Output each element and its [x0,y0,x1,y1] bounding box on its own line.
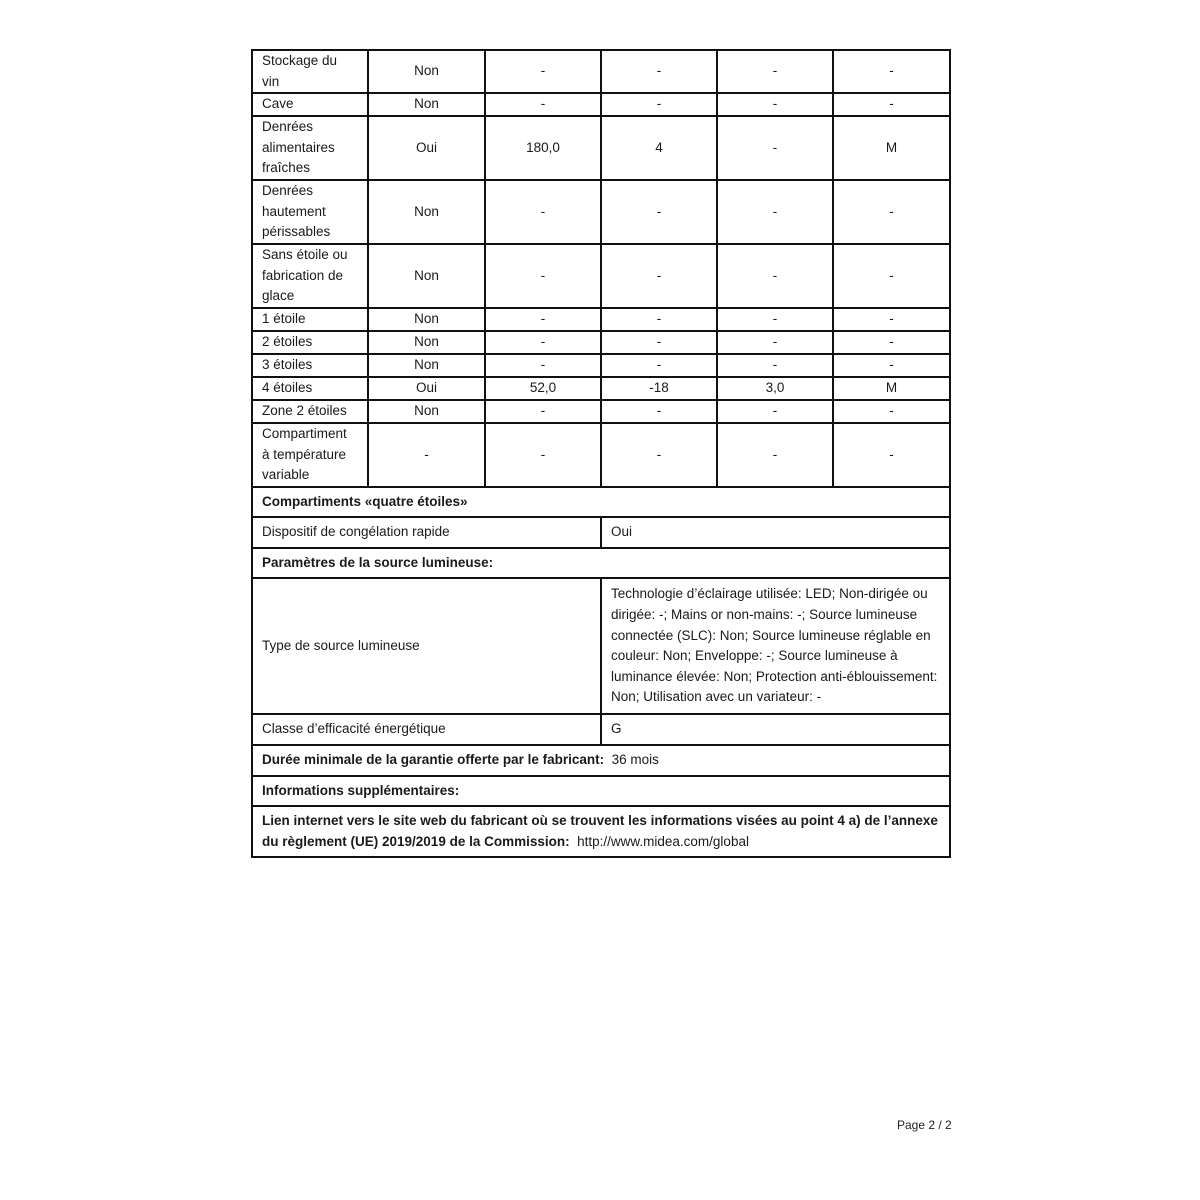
compartment-defrost-type: M [833,377,950,400]
compartment-volume: - [485,244,601,308]
compartment-freezing-capacity: - [717,400,833,423]
compartment-temperature: -18 [601,377,717,400]
compartment-temperature: - [601,331,717,354]
compartment-defrost-type: - [833,331,950,354]
compartment-temperature: - [601,50,717,93]
compartment-volume: - [485,308,601,331]
compartment-row [252,93,950,116]
additional-info-row [252,776,950,806]
compartment-type: 2 étoiles [252,331,368,354]
compartment-present: Non [368,244,485,308]
compartment-row [252,180,950,244]
compartment-row [252,377,950,400]
compartment-defrost-type: M [833,116,950,180]
compartment-defrost-type: - [833,423,950,487]
compartment-type: 3 étoiles [252,354,368,377]
compartment-temperature: - [601,400,717,423]
compartment-volume: - [485,180,601,244]
compartment-volume: - [485,423,601,487]
compartment-freezing-capacity: - [717,244,833,308]
compartment-volume: - [485,50,601,93]
warranty-row [252,745,950,776]
compartment-present: Non [368,180,485,244]
compartment-row [252,331,950,354]
compartment-type: Denrées hautement périssables [252,180,368,244]
light-source-type-value: Technologie d’éclairage utilisée: LED; Non-dirigée ou dirigée: -; Mains or non-mains: -; Source lumineuse connectée (SLC): Non; Source lumineuse réglable en couleur: Non; Enveloppe: -; Source lumineuse à luminance élevée: Non; Protection anti-éblouissement: Non; Utilisation avec un variateur: - [601,578,950,714]
product-information-table [251,49,951,858]
compartment-type: 4 étoiles [252,377,368,400]
compartment-temperature: - [601,423,717,487]
compartment-type: Cave [252,93,368,116]
compartment-volume: 180,0 [485,116,601,180]
compartment-freezing-capacity: 3,0 [717,377,833,400]
compartment-temperature: - [601,180,717,244]
fast-freeze-value: Oui [601,517,950,548]
compartment-defrost-type: - [833,354,950,377]
manufacturer-link-row [252,806,950,857]
compartment-freezing-capacity: - [717,308,833,331]
compartment-volume: 52,0 [485,377,601,400]
compartment-freezing-capacity: - [717,354,833,377]
compartment-present: Non [368,50,485,93]
energy-efficiency-value: G [601,714,950,745]
light-source-section-row [252,548,950,578]
four-star-section-row [252,487,950,517]
compartment-present: Non [368,93,485,116]
compartment-defrost-type: - [833,93,950,116]
compartment-type: Compartiment à température variable [252,423,368,487]
light-source-section-heading: Paramètres de la source lumineuse: [252,548,950,578]
compartment-present: - [368,423,485,487]
compartment-present: Non [368,400,485,423]
compartment-freezing-capacity: - [717,50,833,93]
compartment-type: Sans étoile ou fabrication de glace [252,244,368,308]
energy-efficiency-row [252,714,950,745]
additional-info-heading: Informations supplémentaires: [252,776,950,806]
compartment-type: Zone 2 étoiles [252,400,368,423]
compartment-row [252,116,950,180]
compartment-type: Denrées alimentaires fraîches [252,116,368,180]
compartment-temperature: 4 [601,116,717,180]
compartment-type: 1 étoile [252,308,368,331]
compartment-present: Non [368,331,485,354]
compartment-defrost-type: - [833,244,950,308]
compartment-freezing-capacity: - [717,116,833,180]
manufacturer-link-url[interactable]: http://www.midea.com/global [577,833,749,849]
fast-freeze-label: Dispositif de congélation rapide [252,517,601,548]
compartment-temperature: - [601,354,717,377]
compartment-defrost-type: - [833,400,950,423]
compartment-volume: - [485,331,601,354]
compartment-present: Oui [368,377,485,400]
compartment-volume: - [485,354,601,377]
four-star-section-heading: Compartiments «quatre étoiles» [252,487,950,517]
compartment-defrost-type: - [833,180,950,244]
compartment-row [252,244,950,308]
manufacturer-link-cell [252,806,950,857]
compartment-temperature: - [601,308,717,331]
compartment-volume: - [485,93,601,116]
fast-freeze-row [252,517,950,548]
light-source-type-row [252,578,950,714]
compartment-defrost-type: - [833,50,950,93]
compartment-volume: - [485,400,601,423]
compartment-temperature: - [601,244,717,308]
compartment-row [252,308,950,331]
warranty-label: Durée minimale de la garantie offerte par le fabricant: [262,752,605,768]
warranty-cell [252,745,950,776]
compartment-freezing-capacity: - [717,180,833,244]
compartment-temperature: - [601,93,717,116]
compartment-row [252,423,950,487]
compartment-row [252,400,950,423]
compartment-present: Oui [368,116,485,180]
compartment-freezing-capacity: - [717,93,833,116]
light-source-type-label: Type de source lumineuse [252,578,601,714]
page-number: Page 2 / 2 [897,1118,952,1132]
manufacturer-link-label: Lien internet vers le site web du fabricant où se trouvent les informations visées au point 4 a) de l’annexe du règlement (UE) 2019/2019 de la Commission: [262,813,938,849]
compartment-row [252,50,950,93]
energy-efficiency-label: Classe d’efficacité énergétique [252,714,601,745]
compartment-type: Stockage du vin [252,50,368,93]
compartment-present: Non [368,308,485,331]
compartment-freezing-capacity: - [717,331,833,354]
compartment-present: Non [368,354,485,377]
compartment-freezing-capacity: - [717,423,833,487]
compartment-row [252,354,950,377]
compartment-defrost-type: - [833,308,950,331]
warranty-value: 36 mois [611,752,659,768]
